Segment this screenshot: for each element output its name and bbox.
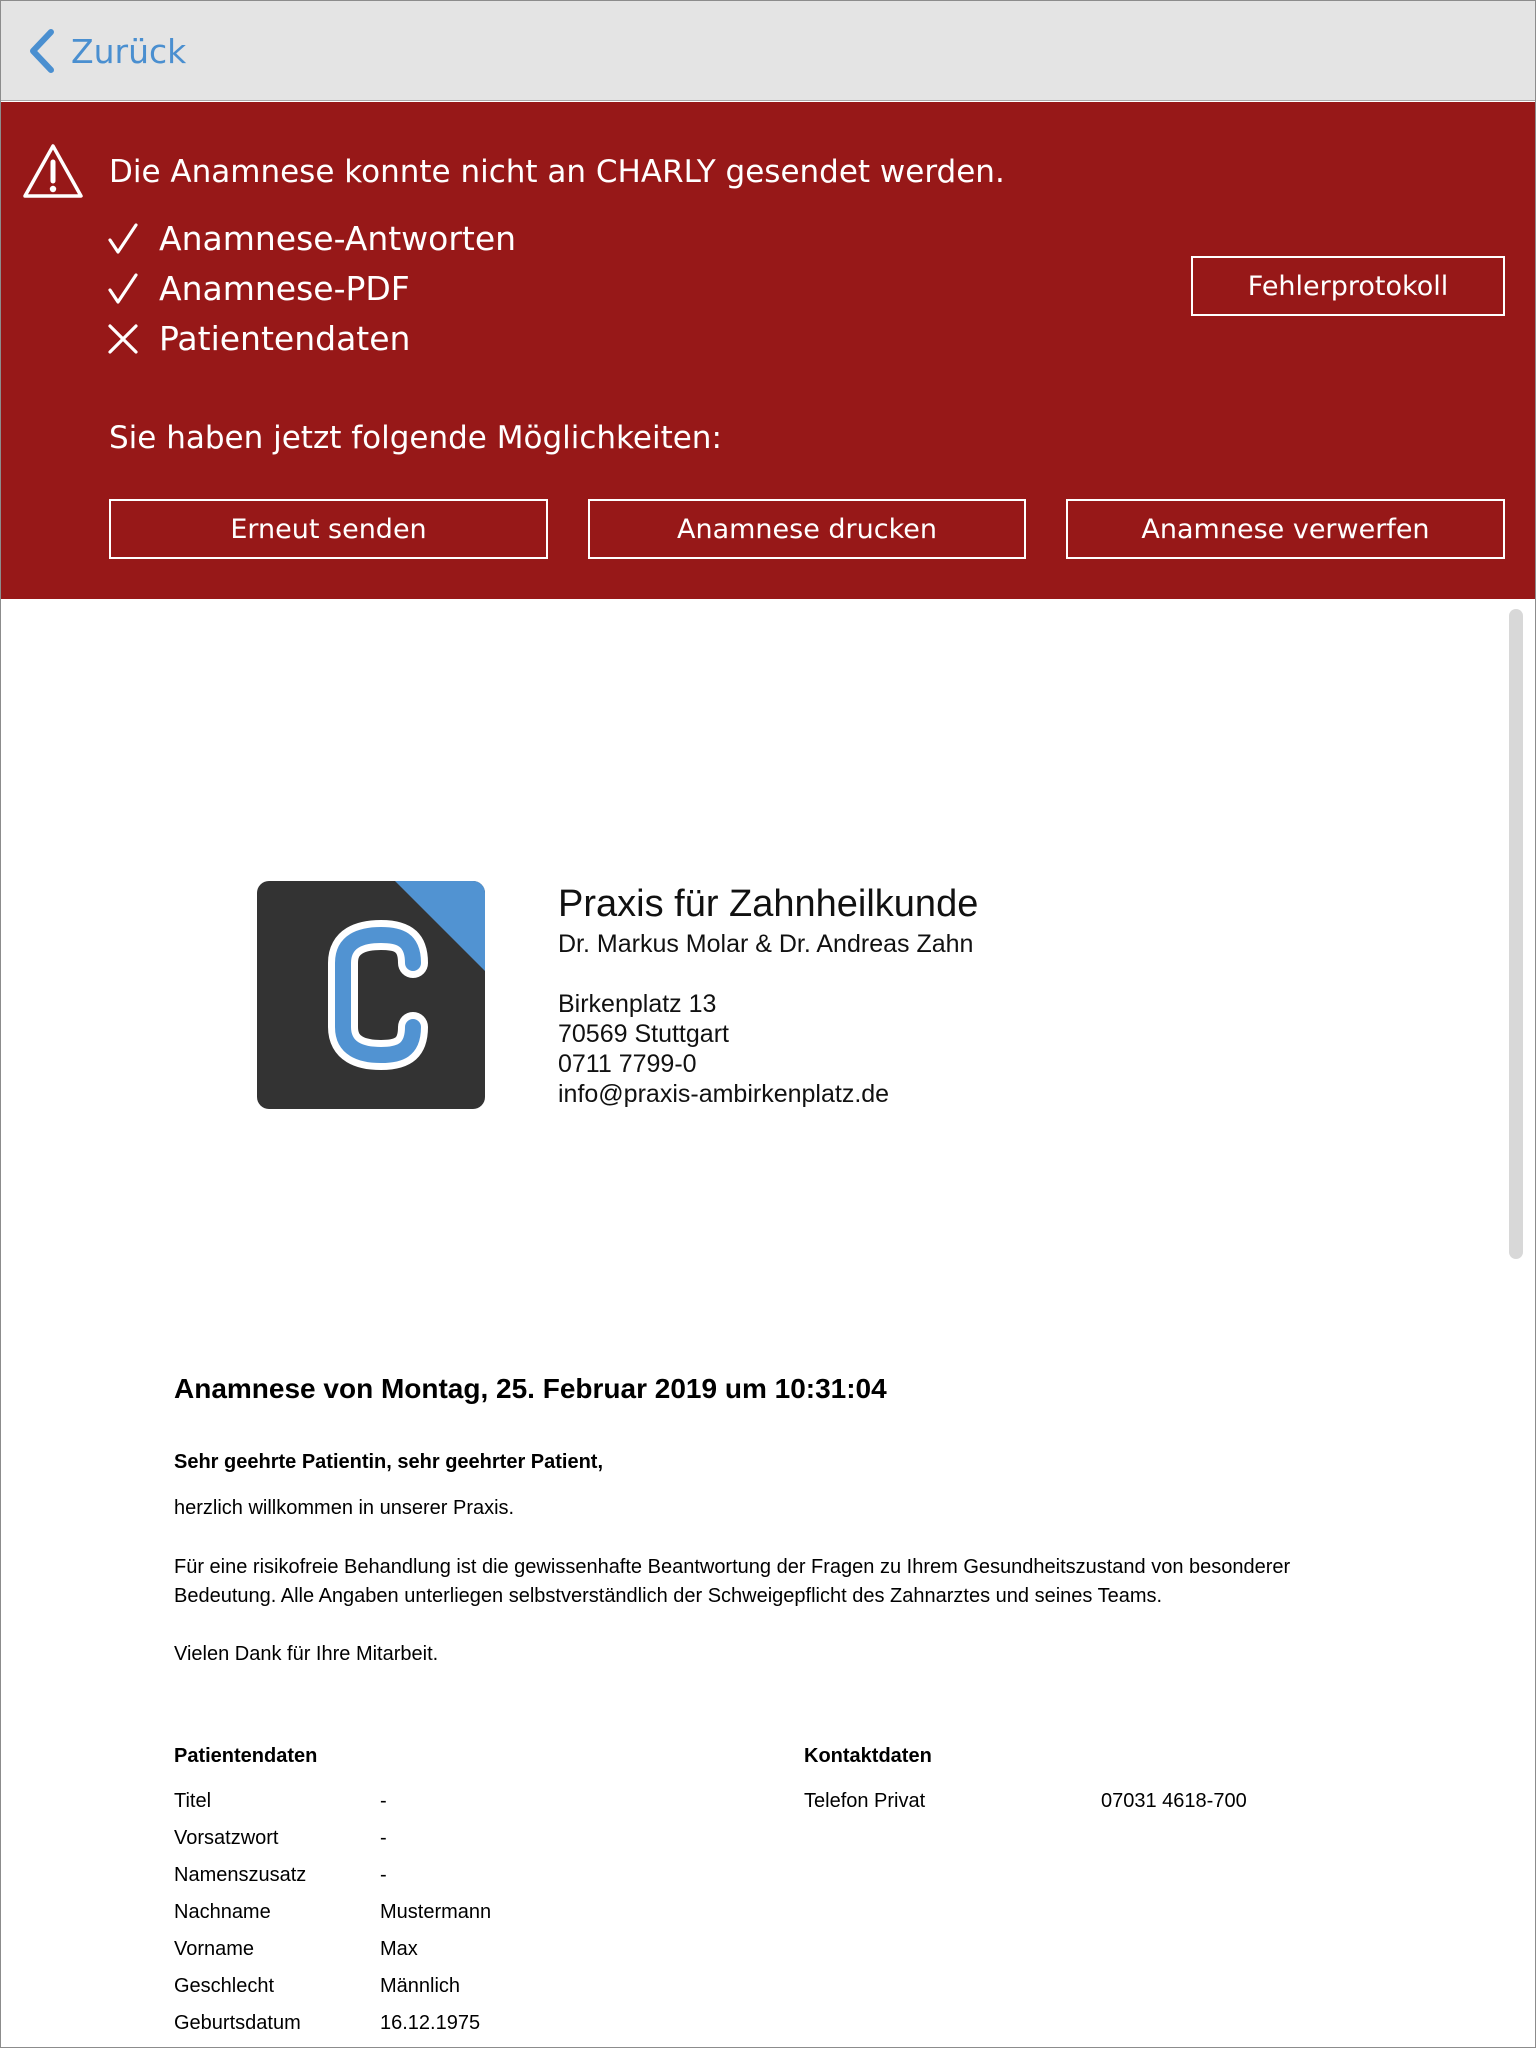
field-label: Geschlecht [174, 1975, 275, 1997]
practice-city: 70569 Stuttgart [558, 1020, 729, 1048]
table-row [174, 1973, 491, 2010]
practice-email: info@praxis-ambirkenplatz.de [558, 1080, 890, 1108]
error-banner [1, 102, 1536, 599]
practice-street: Birkenplatz 13 [558, 990, 717, 1018]
table-row [174, 1899, 491, 1936]
table-row [174, 1936, 491, 1973]
print-anamnesis-button[interactable]: Anamnese drucken [588, 499, 1026, 559]
back-button[interactable] [27, 27, 186, 75]
field-value: - [380, 1827, 387, 1849]
back-button-label: Zurück [71, 31, 187, 71]
field-label: Telefon Privat [804, 1790, 926, 1812]
field-value: - [380, 1864, 387, 1886]
salutation: Sehr geehrte Patientin, sehr geehrter Patient, [174, 1451, 604, 1473]
table-row [174, 2010, 491, 2047]
practice-address [558, 989, 978, 1109]
field-label: Namenszusatz [174, 1864, 307, 1886]
error-log-button[interactable]: Fehlerprotokoll [1191, 256, 1505, 316]
table-row [174, 1825, 491, 1862]
field-label: Geburtsdatum [174, 2012, 301, 2034]
welcome-text: herzlich willkommen in unserer Praxis. [174, 1497, 515, 1519]
status-item-label: Anamnese-PDF [159, 269, 410, 308]
table-row [174, 1862, 491, 1899]
practice-doctors: Dr. Markus Molar & Dr. Andreas Zahn [558, 930, 974, 958]
thanks-text: Vielen Dank für Ihre Mitarbeit. [174, 1643, 439, 1665]
table-row [804, 1788, 1247, 1825]
status-item-patient-data [105, 314, 516, 364]
discard-anamnesis-button[interactable]: Anamnese verwerfen [1066, 499, 1505, 559]
practice-header [558, 879, 978, 1109]
resend-button[interactable]: Erneut senden [109, 499, 548, 559]
status-item-label: Anamnese-Antworten [159, 219, 517, 258]
practice-logo [257, 881, 485, 1109]
transfer-status-list [105, 214, 516, 364]
field-label: Titel [174, 1790, 212, 1812]
field-label: Nachname [174, 1901, 271, 1923]
intro-paragraph: Für eine risikofreie Behandlung ist die gewissenhafte Beantwortung der Fragen zu Ihrem Gesundheitszustand von besonderer Bedeutung. Alle Angaben unterliegen selbstverständlich der Schweigepflicht des Zahnarztes und seines Teams. [174, 1556, 1291, 1607]
field-value: Max [380, 1938, 418, 1960]
status-item-pdf [105, 264, 516, 314]
field-value: - [380, 1790, 387, 1812]
status-item-answers [105, 214, 516, 264]
field-value: Mustermann [380, 1901, 492, 1923]
document-scrollbar[interactable] [1509, 609, 1523, 1259]
contact-data-table [804, 1788, 1247, 1825]
table-row [174, 1788, 491, 1825]
checkmark-icon [105, 221, 141, 257]
checkmark-icon [105, 271, 141, 307]
field-label: Vorname [174, 1938, 255, 1960]
error-message: Die Anamnese konnte nicht an CHARLY gesendet werden. [109, 154, 1005, 190]
patient-data-table [174, 1788, 491, 2047]
practice-phone: 0711 7799-0 [558, 1050, 697, 1078]
options-heading: Sie haben jetzt folgende Möglichkeiten: [109, 420, 722, 456]
field-value: 07031 4618-700 [1101, 1790, 1247, 1812]
warning-icon [21, 142, 85, 200]
field-label: Vorsatzwort [174, 1827, 279, 1849]
practice-name: Praxis für Zahnheilkunde [558, 883, 979, 925]
field-value: Männlich [380, 1975, 461, 1997]
field-value: 16.12.1975 [380, 2012, 481, 2034]
navigation-bar [1, 1, 1536, 101]
patient-data-heading: Patientendaten [174, 1745, 318, 1767]
cross-icon [105, 321, 141, 357]
chevron-left-icon [27, 28, 57, 74]
document-title: Anamnese von Montag, 25. Februar 2019 um 10:31:04 [174, 1373, 887, 1404]
status-item-label: Patientendaten [159, 319, 411, 358]
contact-data-heading: Kontaktdaten [804, 1745, 932, 1767]
